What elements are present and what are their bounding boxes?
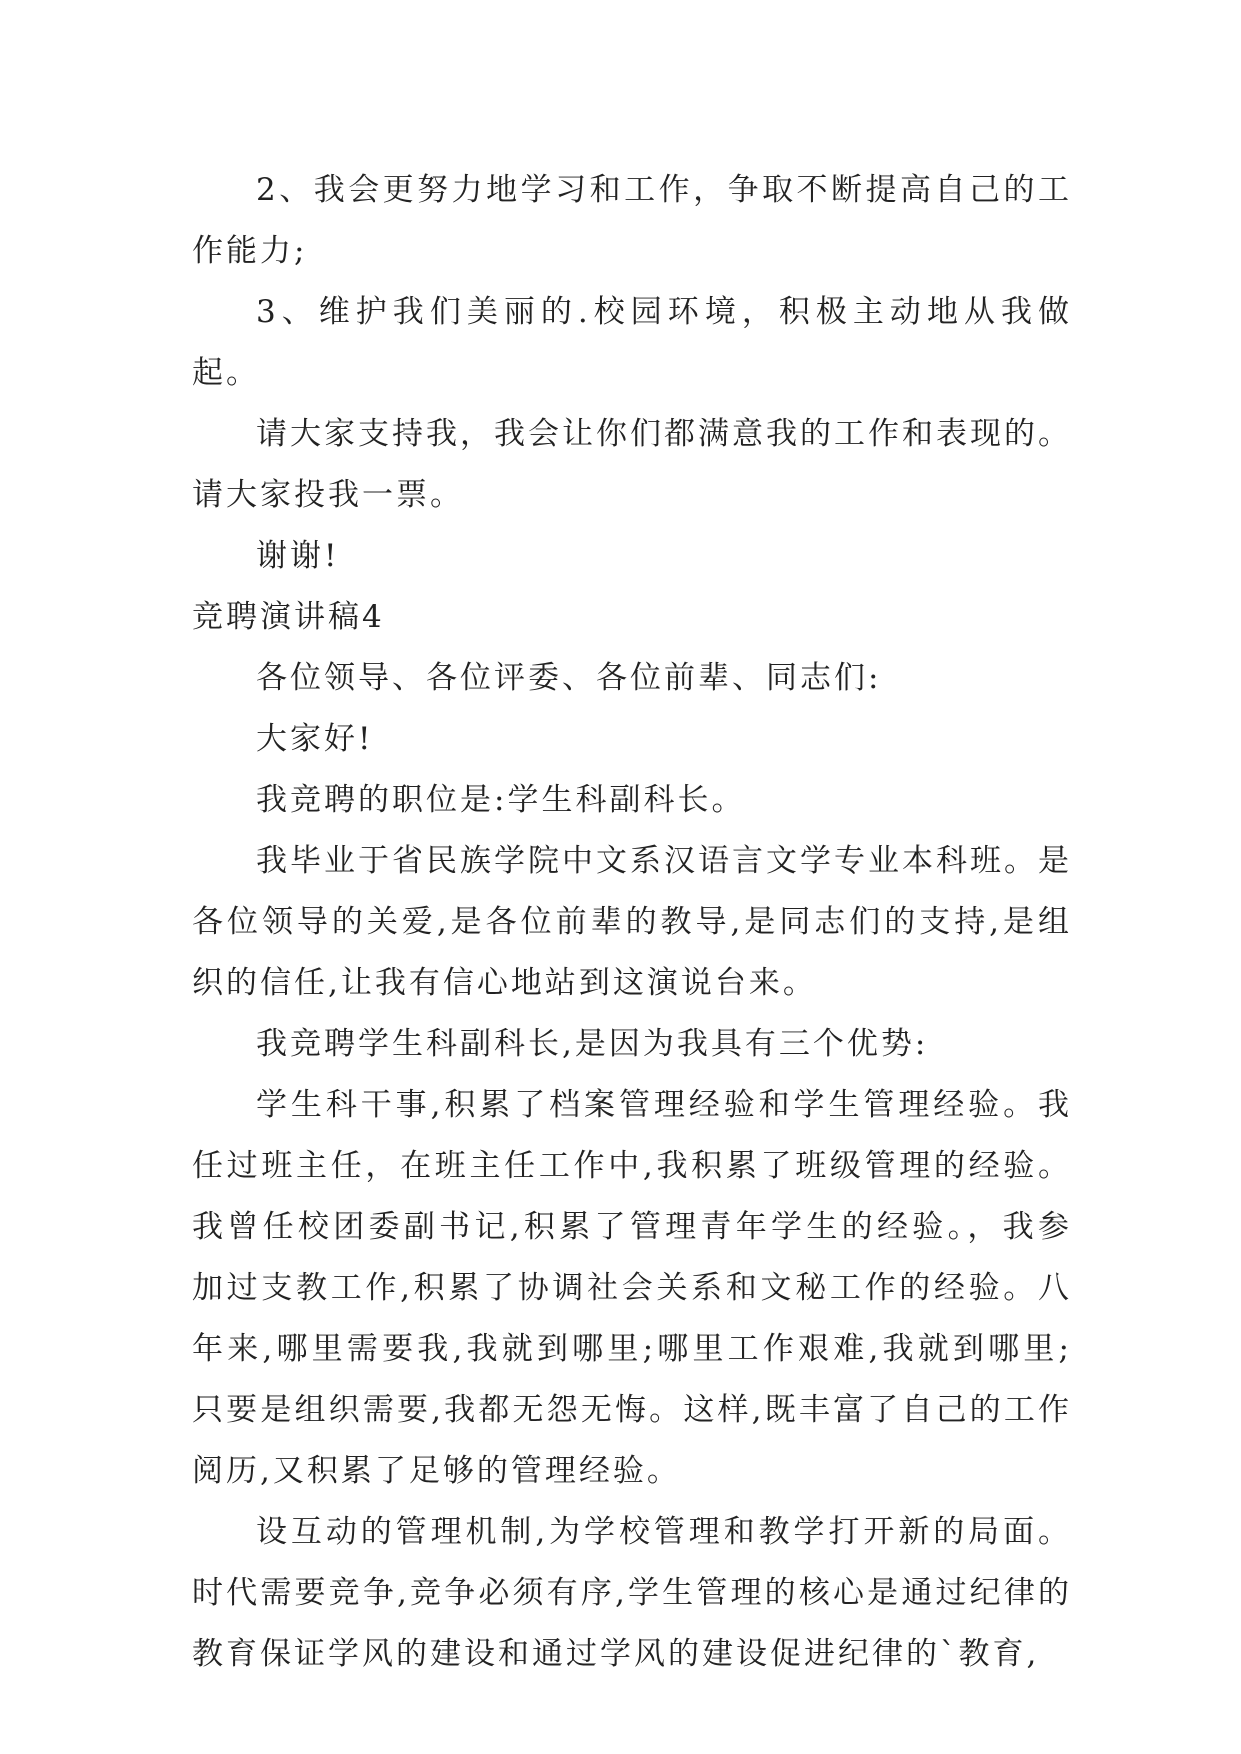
paragraph-education: 我毕业于省民族学院中文系汉语言文学专业本科班。是各位领导的关爱,是各位前辈的教导,是同志们的支持,是组织的信任,让我有信心地站到这演说台来。: [192, 843, 1072, 1001]
paragraph-position: 我竞聘的职位是:学生科副科长。: [256, 782, 746, 818]
paragraph-thanks: 谢谢!: [256, 538, 340, 574]
paragraph-item-2: 2、我会更努力地学习和工作，争取不断提高自己的工作能力;: [192, 172, 1072, 269]
document-body: [192, 160, 1072, 1685]
section-heading: 竞聘演讲稿4: [192, 599, 385, 635]
paragraph-management: 设互动的管理机制,为学校管理和教学打开新的局面。时代需要竞争,竞争必须有序,学生管理的核心是通过纪律的教育保证学风的建设和通过学风的建设促进纪律的`教育,: [192, 1514, 1072, 1672]
paragraph-support-request: 请大家支持我，我会让你们都满意我的工作和表现的。请大家投我一票。: [192, 416, 1072, 513]
paragraph-salutation: 各位领导、各位评委、各位前辈、同志们:: [256, 660, 882, 696]
paragraph-item-3: 3、维护我们美丽的.校园环境，积极主动地从我做起。: [192, 294, 1072, 391]
paragraph-advantages-intro: 我竞聘学生科副科长,是因为我具有三个优势:: [256, 1026, 929, 1062]
paragraph-greeting: 大家好!: [256, 721, 374, 757]
paragraph-experience: 学生科干事,积累了档案管理经验和学生管理经验。我任过班主任，在班主任工作中,我积累了班级管理的经验。我曾任校团委副书记,积累了管理青年学生的经验。，我参加过支教工作,积累了协调社会关系和文秘工作的经验。八年来,哪里需要我,我就到哪里;哪里工作艰难,我就到哪里;只要是组织需要,我都无怨无悔。这样,既丰富了自己的工作阅历,又积累了足够的管理经验。: [192, 1087, 1072, 1489]
